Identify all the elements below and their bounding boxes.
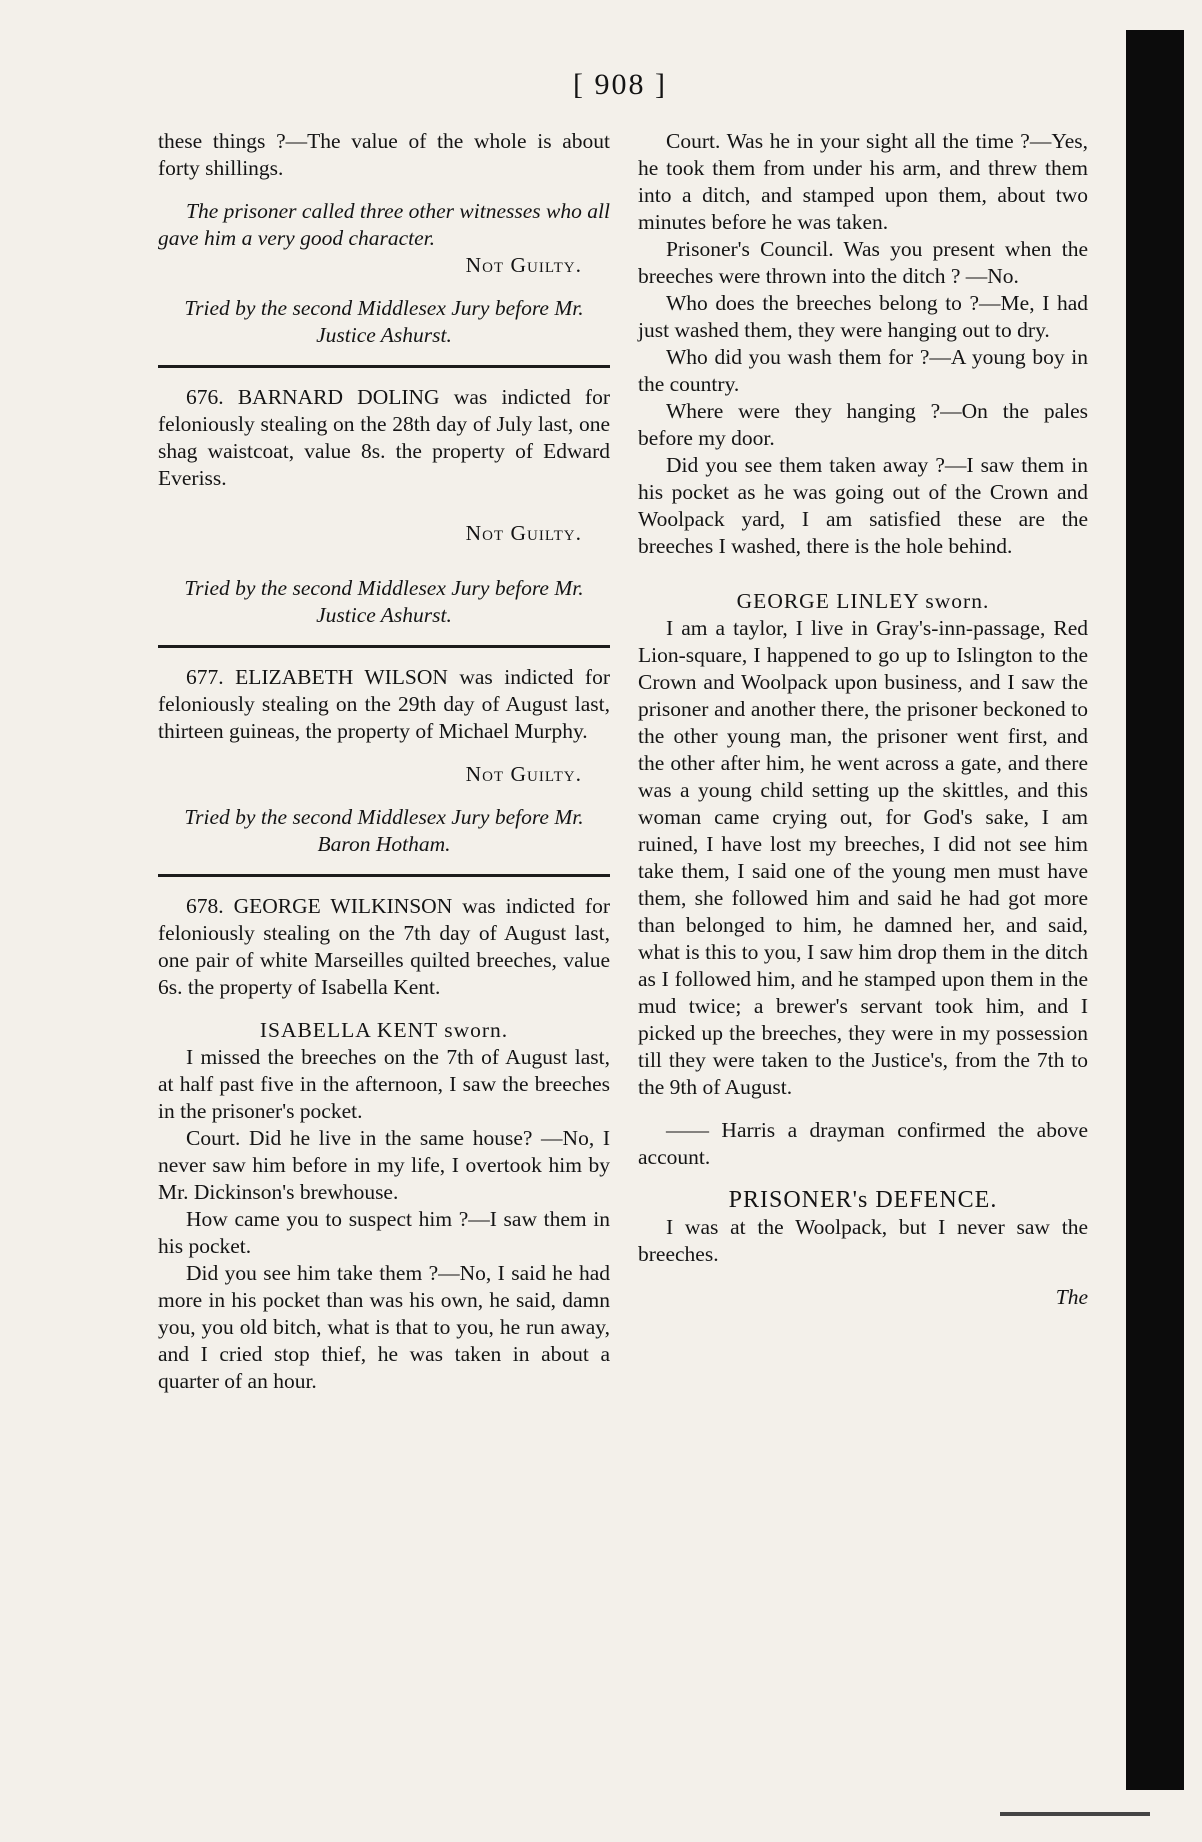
case-676-verdict: Not Guilty.	[465, 521, 582, 545]
kent-para-2: Court. Did he live in the same house? —No, I never saw him before in my life, I overtook him by Mr. Dickinson's brewhouse.	[158, 1126, 610, 1204]
case-676-text: 676. BARNARD DOLING was indicted for feloniously stealing on the 28th day of July last, one shag waistcoat, value 8s. the property of Edward Everiss.	[158, 385, 610, 490]
kent-para-3: How came you to suspect him ?—I saw them in his pocket.	[158, 1207, 610, 1258]
right-para-4: Who did you wash them for ?—A young boy in the country.	[638, 345, 1088, 396]
right-para-6: Did you see them taken away ?—I saw them in his pocket as he was going out of the Crown and Woolpack yard, I am satisfied these are the breeches I washed, there is the hole behind.	[638, 453, 1088, 558]
witness-heading-linley: GEORGE LINLEY sworn.	[736, 589, 990, 613]
case-677-verdict: Not Guilty.	[465, 762, 582, 786]
harris-para: —— Harris a drayman confirmed the above account.	[638, 1118, 1088, 1169]
right-column	[638, 128, 1088, 1311]
defence-heading: PRISONER's DEFENCE.	[728, 1187, 998, 1213]
case-677-tried: Tried by the second Middlesex Jury before Mr. Baron Hotham.	[184, 805, 584, 856]
right-para-3: Who does the breeches belong to ?—Me, I had just washed them, they were hanging out to dry.	[638, 291, 1088, 342]
witness-heading-kent: ISABELLA KENT sworn.	[259, 1018, 509, 1042]
divider-rule	[158, 874, 610, 877]
right-para-5: Where were they hanging ?—On the pales before my door.	[638, 399, 1088, 450]
scan-edge-bar	[1126, 30, 1184, 1790]
left-column	[158, 128, 610, 1395]
tried-note-1: Tried by the second Middlesex Jury before Mr. Justice Ashurst.	[184, 296, 584, 347]
verdict-1: Not Guilty.	[465, 253, 582, 277]
linley-para: I am a taylor, I live in Gray's-inn-passage, Red Lion-square, I happened to go up to Islington to the Crown and Woolpack upon business, and I saw the prisoner and another there, the prisoner beckoned to the other young man, the prisoner went first, and the other after him, he went across a gate, and there was a young child setting up the skittles, and this woman came crying out, for God's sake, I am ruined, I have lost my breeches, I did not see him take them, I said one of the young men must have them, she followed him and said he had got more than belonged to him, he damned her, and said, what is this to you, I saw him drop them in the ditch as I followed him, and he stamped upon them in the mud twice; a brewer's servant took him, and I picked up the breeches, they were in my possession till they were taken to the Justice's, from the 7th to the 9th of August.	[638, 616, 1088, 1099]
case-676-tried: Tried by the second Middlesex Jury before Mr. Justice Ashurst.	[184, 576, 584, 627]
kent-para-1: I missed the breeches on the 7th of August last, at half past five in the afternoon, I saw the breeches in the prisoner's pocket.	[158, 1045, 610, 1123]
divider-rule	[158, 365, 610, 368]
right-para-2: Prisoner's Council. Was you present when the breeches were thrown into the ditch ? —No.	[638, 237, 1088, 288]
intro-text: these things ?—The value of the whole is about forty shillings.	[158, 129, 610, 180]
right-para-1: Court. Was he in your sight all the time ?—Yes, he took them from under his arm, and threw them into a ditch, and stamped upon them, about two minutes before he was taken.	[638, 129, 1088, 234]
catchword: The	[1055, 1285, 1088, 1309]
kent-para-4: Did you see him take them ?—No, I said he had more in his pocket than was his own, he said, damn you, you old bitch, what is that to you, he run away, and I cried stop thief, he was taken in about a quarter of an hour.	[158, 1261, 610, 1393]
case-678-text: 678. GEORGE WILKINSON was indicted for feloniously stealing on the 7th day of August last, one pair of white Marseilles quilted breeches, value 6s. the property of Isabella Kent.	[158, 894, 610, 999]
divider-rule	[158, 645, 610, 648]
defence-para: I was at the Woolpack, but I never saw the breeches.	[638, 1215, 1088, 1266]
scan-bottom-mark	[1000, 1812, 1150, 1816]
page-number: [ 908 ]	[573, 68, 667, 101]
case-677-text: 677. ELIZABETH WILSON was indicted for feloniously stealing on the 29th day of August last, thirteen guineas, the property of Michael Murphy.	[158, 665, 610, 743]
witnesses-note: The prisoner called three other witnesses who all gave him a very good character.	[158, 199, 610, 250]
